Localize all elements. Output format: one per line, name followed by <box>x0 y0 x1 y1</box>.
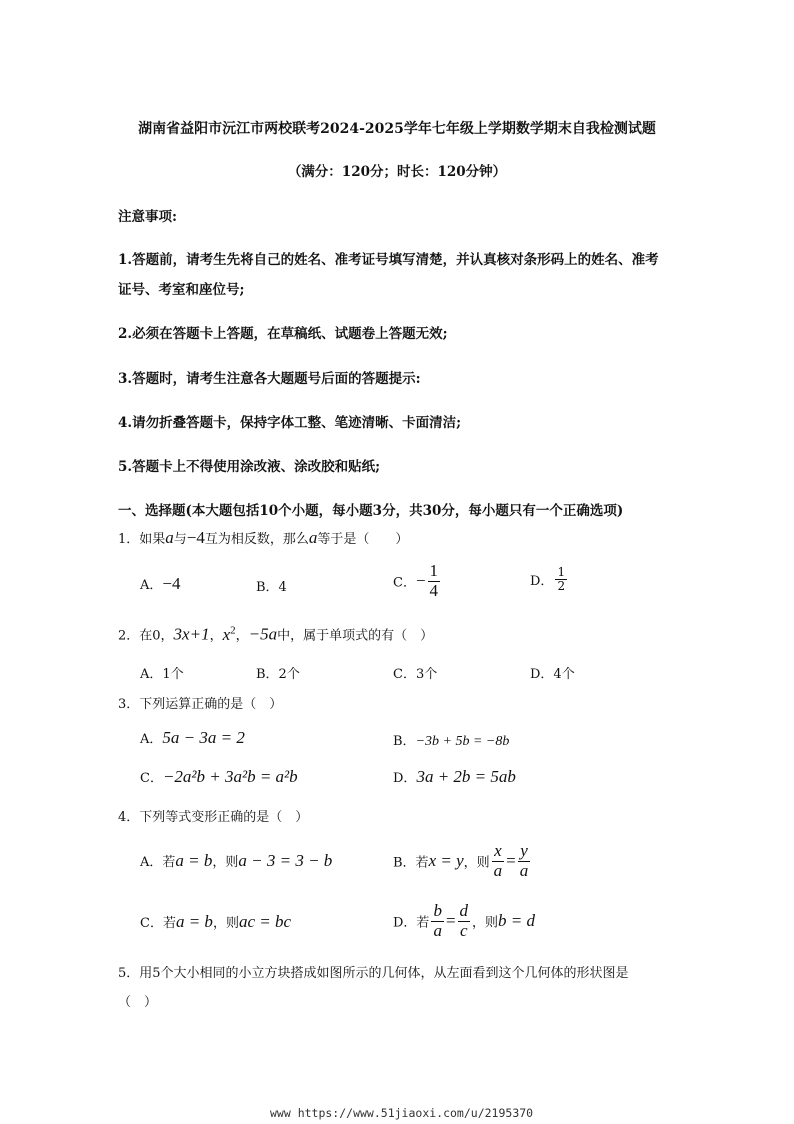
notice-item-5: 5.答题卡上不得使用涂改液、涂改胶和贴纸; <box>118 459 381 475</box>
fraction: $\frac{b}{a}$ <box>433 901 442 940</box>
question-3-stem: 3．下列运算正确的是（ ） <box>118 697 283 712</box>
q3-option-d: D．3a + 2b = 5ab <box>393 767 516 786</box>
number: −4 <box>186 528 205 547</box>
notice-item-1-cont: 证号、考室和座位号; <box>118 282 245 298</box>
q1-option-c: C．− $\frac{1}{4}$ <box>393 561 439 600</box>
q2-option-c: C．3个 <box>393 667 438 682</box>
q4-option-b: B．若x = y，则 $\frac{x}{a}$ = $\frac{y}{a}$ <box>393 841 529 880</box>
q3-option-a: A．5a − 3a = 2 <box>140 728 245 747</box>
notice-item-3: 3.答题时，请考生注意各大题题号后面的答题提示: <box>118 371 421 387</box>
q3-option-b: B．−3b + 5b = −8b <box>393 734 510 749</box>
exam-subtitle: （满分：120分；时长：120分钟） <box>287 164 507 180</box>
q1-option-a: A．−4 <box>140 574 181 593</box>
section-heading: 一、选择题(本大题包括10个小题，每小题3分，共30分，每小题只有一个正确选项) <box>118 503 624 519</box>
var-a: a <box>308 528 318 547</box>
notice-item-2: 2.必须在答题卡上答题，在草稿纸、试题卷上答题无效; <box>118 326 448 342</box>
q2-option-a: A．1个 <box>140 667 184 682</box>
notice-item-4: 4.请勿折叠答题卡，保持字体工整、笔迹清晰、卡面清洁; <box>118 415 462 431</box>
expression: 3x+1 <box>173 624 210 644</box>
question-2-stem: 2．在0，3x+1，$x^2$，−5a中，属于单项式的有（ ） <box>118 624 434 644</box>
notice-heading: 注意事项: <box>118 209 177 225</box>
q4-option-d: D．若 $\frac{b}{a}$ = $\frac{d}{c}$ ，则b = d <box>393 901 536 940</box>
q4-option-c: C．若a = b，则ac = bc <box>140 912 292 931</box>
expression: −5a <box>248 624 278 644</box>
fraction: $\frac{1}{2}$ <box>557 565 566 594</box>
exam-title: 湖南省益阳市沅江市两校联考2024-2025学年七年级上学期数学期末自我检测试题 <box>138 121 656 137</box>
fraction: $\frac{1}{4}$ <box>429 561 439 600</box>
var-a: a <box>165 528 174 547</box>
q2-option-b: B．2个 <box>256 667 300 682</box>
notice-item-1: 1.答题前，请考生先将自己的姓名、准考证号填写清楚，并认真核对条形码上的姓名、准考 <box>118 252 659 268</box>
question-5-stem-cont: （ ） <box>118 995 158 1010</box>
fraction: $\frac{x}{a}$ <box>493 841 503 880</box>
expression: $x^2$ <box>222 624 236 644</box>
question-4-stem: 4．下列等式变形正确的是（ ） <box>118 810 309 825</box>
fraction: $\frac{y}{a}$ <box>519 841 529 880</box>
q2-option-d: D．4个 <box>530 667 575 682</box>
q4-option-a: A．若a = b，则a − 3 = 3 − b <box>140 851 333 870</box>
q1-option-d: D． $\frac{1}{2}$ <box>530 565 566 594</box>
fraction: $\frac{d}{c}$ <box>459 901 469 940</box>
question-5-stem: 5．用5个大小相同的小立方块搭成如图所示的几何体，从左面看到这个几何体的形状图是 <box>118 966 629 981</box>
question-1-stem: 1．如果a与−4互为相反数，那么a等于是（ ） <box>118 528 409 547</box>
q3-option-c: C．−2a²b + 3a²b = a²b <box>140 767 298 786</box>
footer-url: www https://www.51jiaoxi.com/u/2195370 <box>270 1106 534 1120</box>
q1-option-b: B．4 <box>256 580 287 595</box>
